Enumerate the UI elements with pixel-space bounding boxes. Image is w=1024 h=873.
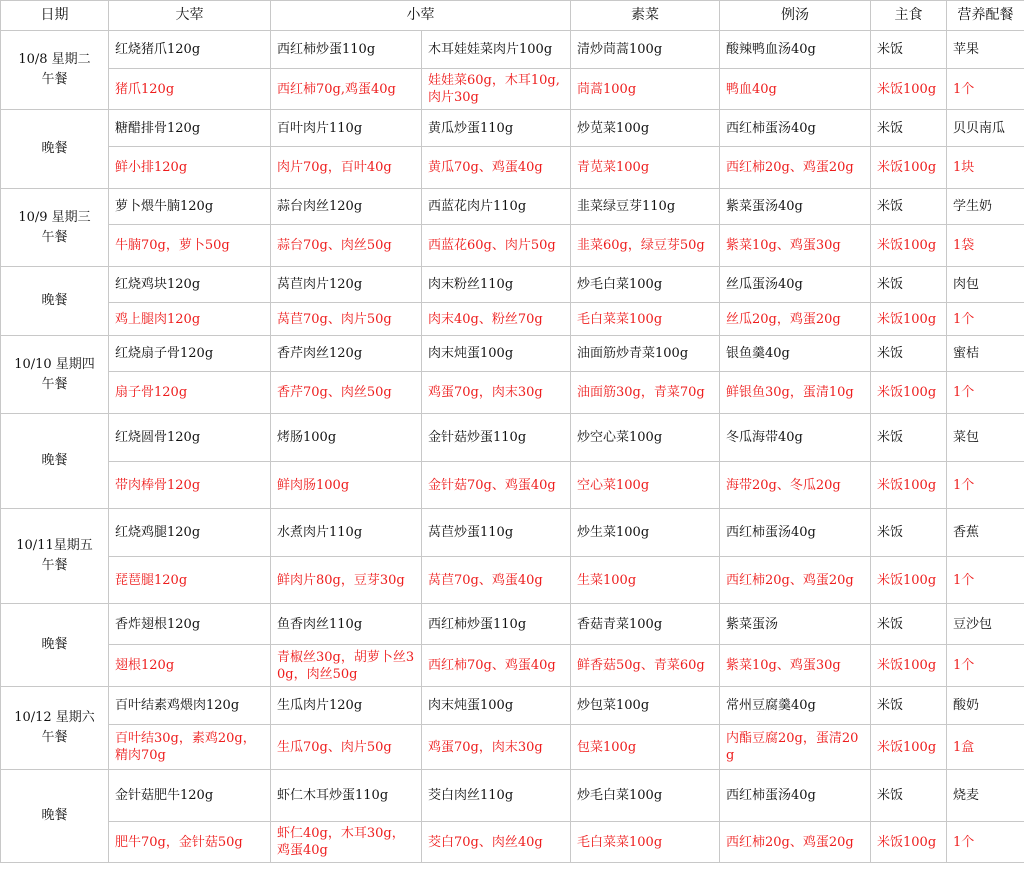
ingredient-nutrition: 1盒	[947, 725, 1024, 770]
ingredient-vegetable: 韭菜60g，绿豆芽50g	[571, 225, 720, 267]
ingredient-nutrition: 1块	[947, 147, 1024, 189]
ingredient-staple: 米饭100g	[871, 822, 947, 863]
dish-nutrition: 烧麦	[947, 770, 1024, 822]
header-soup: 例汤	[720, 1, 871, 31]
dish-staple: 米饭	[871, 604, 947, 645]
ingredient-side-meat-2: 茭白70g、肉丝40g	[422, 822, 571, 863]
dish-side-meat-1: 烤肠100g	[271, 414, 422, 462]
ingredient-nutrition: 1袋	[947, 225, 1024, 267]
ingredient-vegetable: 毛白菜菜100g	[571, 303, 720, 336]
dish-vegetable: 清炒茼蒿100g	[571, 31, 720, 69]
dish-side-meat-1: 虾仁木耳炒蛋110g	[271, 770, 422, 822]
dish-vegetable: 炒苋菜100g	[571, 110, 720, 147]
ingredient-nutrition: 1个	[947, 645, 1024, 687]
meal-label: 晚餐	[41, 453, 68, 468]
dish-staple: 米饭	[871, 414, 947, 462]
dish-soup: 酸辣鸭血汤40g	[720, 31, 871, 69]
dish-main-meat: 糖醋排骨120g	[109, 110, 271, 147]
ingredient-main-meat: 带肉棒骨120g	[109, 462, 271, 509]
meal-ingredient-row	[1, 69, 1024, 110]
dish-side-meat-1: 蒜台肉丝120g	[271, 189, 422, 225]
dish-side-meat-2: 西蓝花肉片110g	[422, 189, 571, 225]
dish-side-meat-2: 莴苣炒蛋110g	[422, 509, 571, 557]
ingredient-main-meat: 鸡上腿肉120g	[109, 303, 271, 336]
dish-side-meat-2: 西红柿炒蛋110g	[422, 604, 571, 645]
dish-side-meat-1: 香芹肉丝120g	[271, 336, 422, 372]
dish-main-meat: 红烧扇子骨120g	[109, 336, 271, 372]
dish-nutrition: 学生奶	[947, 189, 1024, 225]
ingredient-nutrition: 1个	[947, 303, 1024, 336]
ingredient-side-meat-2: 鸡蛋70g，肉末30g	[422, 372, 571, 414]
dish-staple: 米饭	[871, 110, 947, 147]
meal-ingredient-row	[1, 822, 1024, 863]
ingredient-nutrition: 1个	[947, 462, 1024, 509]
ingredient-staple: 米饭100g	[871, 372, 947, 414]
ingredient-main-meat: 琵琶腿120g	[109, 557, 271, 604]
date-cell	[1, 509, 109, 604]
ingredient-vegetable: 鲜香菇50g、青菜60g	[571, 645, 720, 687]
ingredient-soup: 西红柿20g、鸡蛋20g	[720, 557, 871, 604]
dish-main-meat: 红烧猪爪120g	[109, 31, 271, 69]
dish-vegetable: 香菇青菜100g	[571, 604, 720, 645]
ingredient-side-meat-1: 西红柿70g,鸡蛋40g	[271, 69, 422, 110]
date-label: 10/10 星期四	[14, 356, 95, 372]
ingredient-vegetable: 青苋菜100g	[571, 147, 720, 189]
dish-side-meat-1: 西红柿炒蛋110g	[271, 31, 422, 69]
date-label: 10/9 星期三	[18, 209, 91, 225]
dish-soup: 西红柿蛋汤40g	[720, 770, 871, 822]
ingredient-staple: 米饭100g	[871, 725, 947, 770]
dish-side-meat-2: 金针菇炒蛋110g	[422, 414, 571, 462]
ingredient-main-meat: 猪爪120g	[109, 69, 271, 110]
dish-nutrition: 肉包	[947, 267, 1024, 303]
header-main-meat: 大荤	[109, 1, 271, 31]
dish-vegetable: 炒包菜100g	[571, 687, 720, 725]
ingredient-main-meat: 肥牛70g，金针菇50g	[109, 822, 271, 863]
ingredient-main-meat: 牛腩70g，萝卜50g	[109, 225, 271, 267]
dish-staple: 米饭	[871, 770, 947, 822]
dish-main-meat: 金针菇肥牛120g	[109, 770, 271, 822]
meal-ingredient-row	[1, 725, 1024, 770]
dish-side-meat-2: 木耳娃娃菜肉片100g	[422, 31, 571, 69]
dish-main-meat: 红烧圆骨120g	[109, 414, 271, 462]
meal-label: 晚餐	[41, 808, 68, 823]
date-cell	[1, 770, 109, 863]
ingredient-soup: 西红柿20g、鸡蛋20g	[720, 822, 871, 863]
dish-staple: 米饭	[871, 687, 947, 725]
meal-ingredient-row	[1, 645, 1024, 687]
meal-ingredient-row	[1, 303, 1024, 336]
ingredient-soup: 鲜银鱼30g，蛋清10g	[720, 372, 871, 414]
ingredient-vegetable: 毛白菜菜100g	[571, 822, 720, 863]
meal-ingredient-row	[1, 225, 1024, 267]
meal-ingredient-row	[1, 462, 1024, 509]
dish-nutrition: 贝贝南瓜	[947, 110, 1024, 147]
dish-soup: 银鱼羹40g	[720, 336, 871, 372]
ingredient-side-meat-2: 鸡蛋70g，肉末30g	[422, 725, 571, 770]
dish-side-meat-2: 肉末炖蛋100g	[422, 336, 571, 372]
dish-soup: 冬瓜海带40g	[720, 414, 871, 462]
ingredient-side-meat-2: 娃娃菜60g，木耳10g,肉片30g	[422, 69, 571, 110]
meal-dish-row	[1, 31, 1024, 69]
dish-main-meat: 百叶结素鸡煨肉120g	[109, 687, 271, 725]
ingredient-side-meat-1: 肉片70g，百叶40g	[271, 147, 422, 189]
ingredient-side-meat-2: 西红柿70g、鸡蛋40g	[422, 645, 571, 687]
ingredient-side-meat-1: 生瓜70g、肉片50g	[271, 725, 422, 770]
date-cell	[1, 336, 109, 414]
dish-nutrition: 苹果	[947, 31, 1024, 69]
dish-soup: 丝瓜蛋汤40g	[720, 267, 871, 303]
dish-vegetable: 炒毛白菜100g	[571, 770, 720, 822]
dish-side-meat-1: 鱼香肉丝110g	[271, 604, 422, 645]
meal-dish-row	[1, 267, 1024, 303]
dish-staple: 米饭	[871, 267, 947, 303]
date-cell	[1, 414, 109, 509]
ingredient-soup: 海带20g、冬瓜20g	[720, 462, 871, 509]
date-cell	[1, 267, 109, 336]
dish-vegetable: 炒毛白菜100g	[571, 267, 720, 303]
meal-ingredient-row	[1, 147, 1024, 189]
ingredient-soup: 丝瓜20g，鸡蛋20g	[720, 303, 871, 336]
header-nutrition: 营养配餐	[947, 1, 1024, 31]
ingredient-side-meat-1: 青椒丝30g，胡萝卜丝30g，肉丝50g	[271, 645, 422, 687]
meal-label: 晚餐	[41, 293, 68, 308]
dish-nutrition: 菜包	[947, 414, 1024, 462]
ingredient-main-meat: 鲜小排120g	[109, 147, 271, 189]
dish-side-meat-1: 百叶肉片110g	[271, 110, 422, 147]
ingredient-staple: 米饭100g	[871, 645, 947, 687]
ingredient-vegetable: 油面筋30g，青菜70g	[571, 372, 720, 414]
meal-dish-row	[1, 509, 1024, 557]
ingredient-main-meat: 扇子骨120g	[109, 372, 271, 414]
meal-label: 午餐	[41, 72, 68, 87]
header-date: 日期	[1, 1, 109, 31]
ingredient-staple: 米饭100g	[871, 557, 947, 604]
ingredient-side-meat-2: 肉末40g、粉丝70g	[422, 303, 571, 336]
ingredient-nutrition: 1个	[947, 557, 1024, 604]
dish-soup: 西红柿蛋汤40g	[720, 509, 871, 557]
header-vegetable: 素菜	[571, 1, 720, 31]
dish-vegetable: 炒空心菜100g	[571, 414, 720, 462]
dish-side-meat-2: 肉末粉丝110g	[422, 267, 571, 303]
dish-nutrition: 香蕉	[947, 509, 1024, 557]
date-cell	[1, 31, 109, 110]
dish-soup: 常州豆腐羹40g	[720, 687, 871, 725]
ingredient-staple: 米饭100g	[871, 225, 947, 267]
ingredient-side-meat-1: 香芹70g、肉丝50g	[271, 372, 422, 414]
date-cell	[1, 604, 109, 687]
header-row	[1, 1, 1024, 31]
ingredient-soup: 鸭血40g	[720, 69, 871, 110]
ingredient-staple: 米饭100g	[871, 462, 947, 509]
ingredient-side-meat-1: 鲜肉片80g，豆芽30g	[271, 557, 422, 604]
dish-side-meat-2: 肉末炖蛋100g	[422, 687, 571, 725]
dish-side-meat-1: 生瓜肉片120g	[271, 687, 422, 725]
ingredient-main-meat: 翅根120g	[109, 645, 271, 687]
date-cell	[1, 189, 109, 267]
dish-staple: 米饭	[871, 189, 947, 225]
ingredient-side-meat-1: 虾仁40g，木耳30g，鸡蛋40g	[271, 822, 422, 863]
header-staple: 主食	[871, 1, 947, 31]
dish-vegetable: 油面筋炒青菜100g	[571, 336, 720, 372]
meal-label: 午餐	[41, 376, 68, 392]
ingredient-side-meat-1: 莴苣70g、肉片50g	[271, 303, 422, 336]
meal-label: 午餐	[41, 730, 68, 745]
ingredient-soup: 紫菜10g、鸡蛋30g	[720, 645, 871, 687]
dish-main-meat: 红烧鸡块120g	[109, 267, 271, 303]
dish-staple: 米饭	[871, 509, 947, 557]
meal-dish-row	[1, 414, 1024, 462]
ingredient-side-meat-1: 蒜台70g、肉丝50g	[271, 225, 422, 267]
meal-dish-row	[1, 604, 1024, 645]
ingredient-vegetable: 包菜100g	[571, 725, 720, 770]
meal-label: 晚餐	[41, 637, 68, 652]
ingredient-staple: 米饭100g	[871, 303, 947, 336]
dish-nutrition: 豆沙包	[947, 604, 1024, 645]
dish-staple: 米饭	[871, 336, 947, 372]
ingredient-soup: 内酯豆腐20g，蛋清20g	[720, 725, 871, 770]
meal-label: 午餐	[41, 558, 68, 573]
ingredient-main-meat: 百叶结30g，素鸡20g，精肉70g	[109, 725, 271, 770]
ingredient-nutrition: 1个	[947, 822, 1024, 863]
dish-nutrition: 蜜桔	[947, 336, 1024, 372]
meal-ingredient-row	[1, 557, 1024, 604]
ingredient-nutrition: 1个	[947, 69, 1024, 110]
dish-side-meat-2: 黄瓜炒蛋110g	[422, 110, 571, 147]
ingredient-vegetable: 茼蒿100g	[571, 69, 720, 110]
meal-ingredient-row	[1, 372, 1024, 414]
ingredient-staple: 米饭100g	[871, 69, 947, 110]
meal-dish-row	[1, 770, 1024, 822]
dish-side-meat-1: 水煮肉片110g	[271, 509, 422, 557]
date-label: 10/11星期五	[16, 538, 93, 553]
dish-side-meat-2: 茭白肉丝110g	[422, 770, 571, 822]
ingredient-vegetable: 空心菜100g	[571, 462, 720, 509]
dish-main-meat: 红烧鸡腿120g	[109, 509, 271, 557]
dish-side-meat-1: 莴苣肉片120g	[271, 267, 422, 303]
ingredient-vegetable: 生菜100g	[571, 557, 720, 604]
dish-main-meat: 萝卜煨牛腩120g	[109, 189, 271, 225]
dish-staple: 米饭	[871, 31, 947, 69]
ingredient-side-meat-2: 莴苣70g、鸡蛋40g	[422, 557, 571, 604]
dish-nutrition: 酸奶	[947, 687, 1024, 725]
ingredient-soup: 西红柿20g、鸡蛋20g	[720, 147, 871, 189]
meal-dish-row	[1, 189, 1024, 225]
date-label: 10/8 星期二	[18, 52, 91, 67]
ingredient-side-meat-2: 黄瓜70g、鸡蛋40g	[422, 147, 571, 189]
meal-label: 午餐	[41, 229, 68, 245]
meal-label: 晚餐	[41, 141, 68, 156]
dish-vegetable: 炒生菜100g	[571, 509, 720, 557]
ingredient-side-meat-1: 鲜肉肠100g	[271, 462, 422, 509]
dish-soup: 紫菜蛋汤40g	[720, 189, 871, 225]
ingredient-side-meat-2: 金针菇70g、鸡蛋40g	[422, 462, 571, 509]
dish-main-meat: 香炸翅根120g	[109, 604, 271, 645]
header-side-meat: 小荤	[271, 1, 571, 31]
meal-dish-row	[1, 687, 1024, 725]
ingredient-side-meat-2: 西蓝花60g、肉片50g	[422, 225, 571, 267]
date-cell	[1, 687, 109, 770]
meal-dish-row	[1, 336, 1024, 372]
dish-soup: 西红柿蛋汤40g	[720, 110, 871, 147]
dish-vegetable: 韭菜绿豆芽110g	[571, 189, 720, 225]
date-label: 10/12 星期六	[14, 710, 95, 725]
date-cell	[1, 110, 109, 189]
ingredient-soup: 紫菜10g、鸡蛋30g	[720, 225, 871, 267]
ingredient-nutrition: 1个	[947, 372, 1024, 414]
dish-soup: 紫菜蛋汤	[720, 604, 871, 645]
ingredient-staple: 米饭100g	[871, 147, 947, 189]
meal-dish-row	[1, 110, 1024, 147]
